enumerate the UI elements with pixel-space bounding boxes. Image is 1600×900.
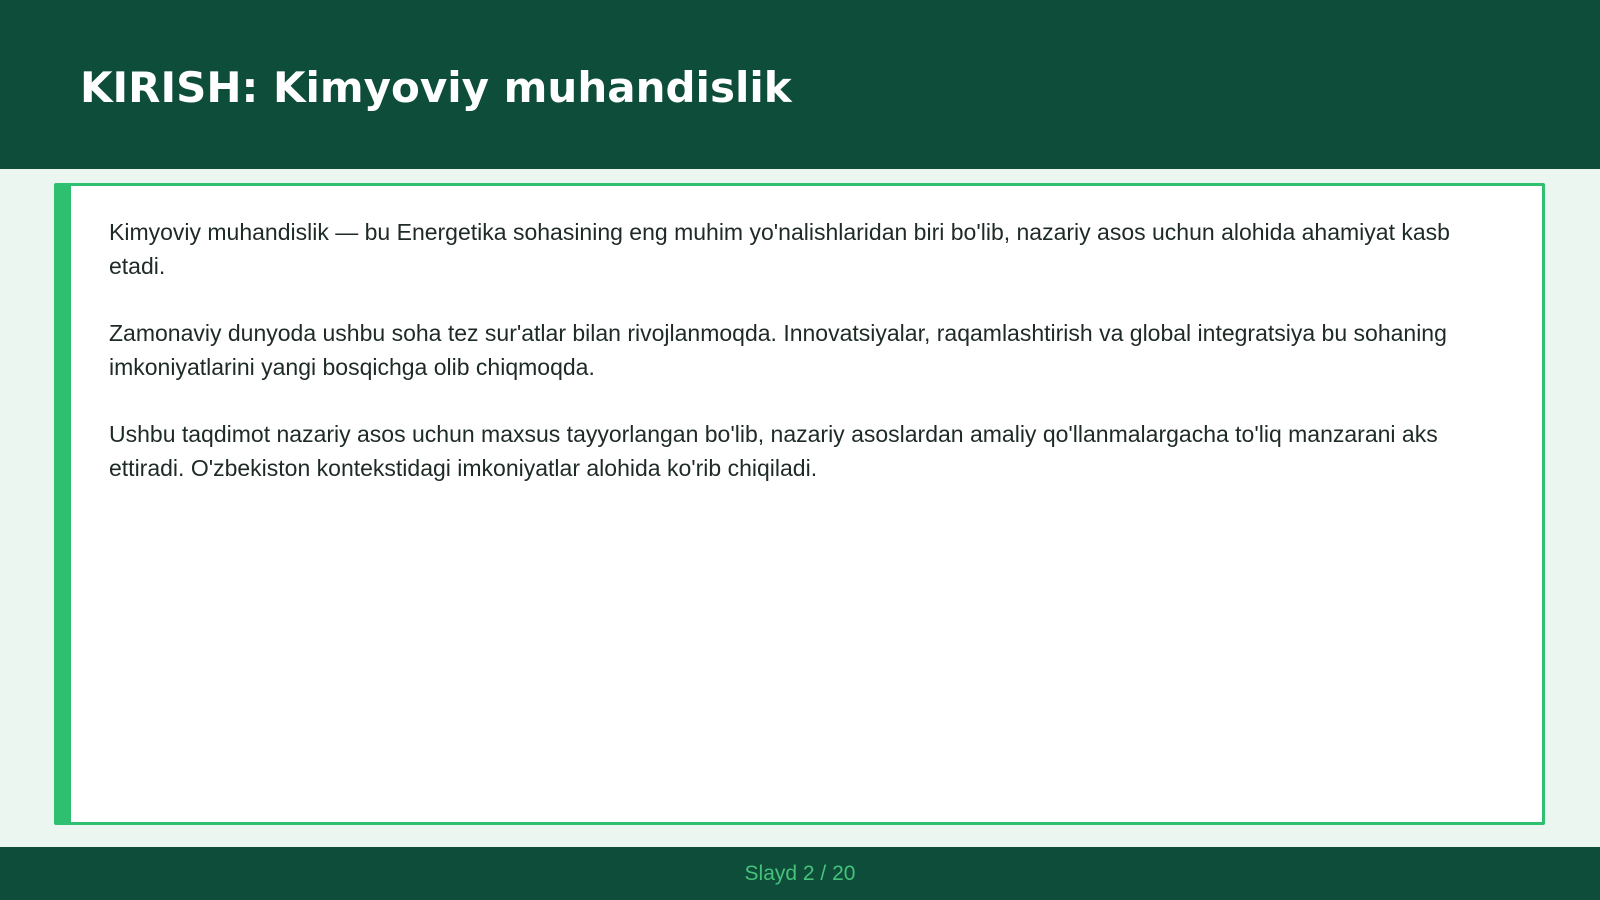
slide-footer [0, 847, 1600, 900]
content-card [54, 183, 1545, 825]
paragraph-presentation-purpose: Ushbu taqdimot nazariy asos uchun maxsus tayyorlangan bo'lib, nazariy asoslardan amaliy qo'llanmalargacha to'liq manzarani aks ettiradi. O'zbekiston kontekstidagi imkoniyatlar alohida ko'rib chiqiladi. [109, 421, 1438, 481]
body-text [109, 215, 1509, 518]
slide-counter: Slayd 2 / 20 [744, 862, 856, 885]
slide-header [0, 0, 1600, 169]
slide-title: KIRISH: Kimyoviy muhandislik [80, 63, 792, 112]
paragraph-intro: Kimyoviy muhandislik — bu Energetika sohasining eng muhim yo'nalishlaridan biri bo'lib, nazariy asos uchun alohida ahamiyat kasb etadi. [109, 219, 1450, 279]
paragraph-modern-world: Zamonaviy dunyoda ushbu soha tez sur'atlar bilan rivojlanmoqda. Innovatsiyalar, raqamlashtirish va global integratsiya bu sohaning imkoniyatlarini yangi bosqichga olib chiqmoqda. [109, 320, 1447, 380]
